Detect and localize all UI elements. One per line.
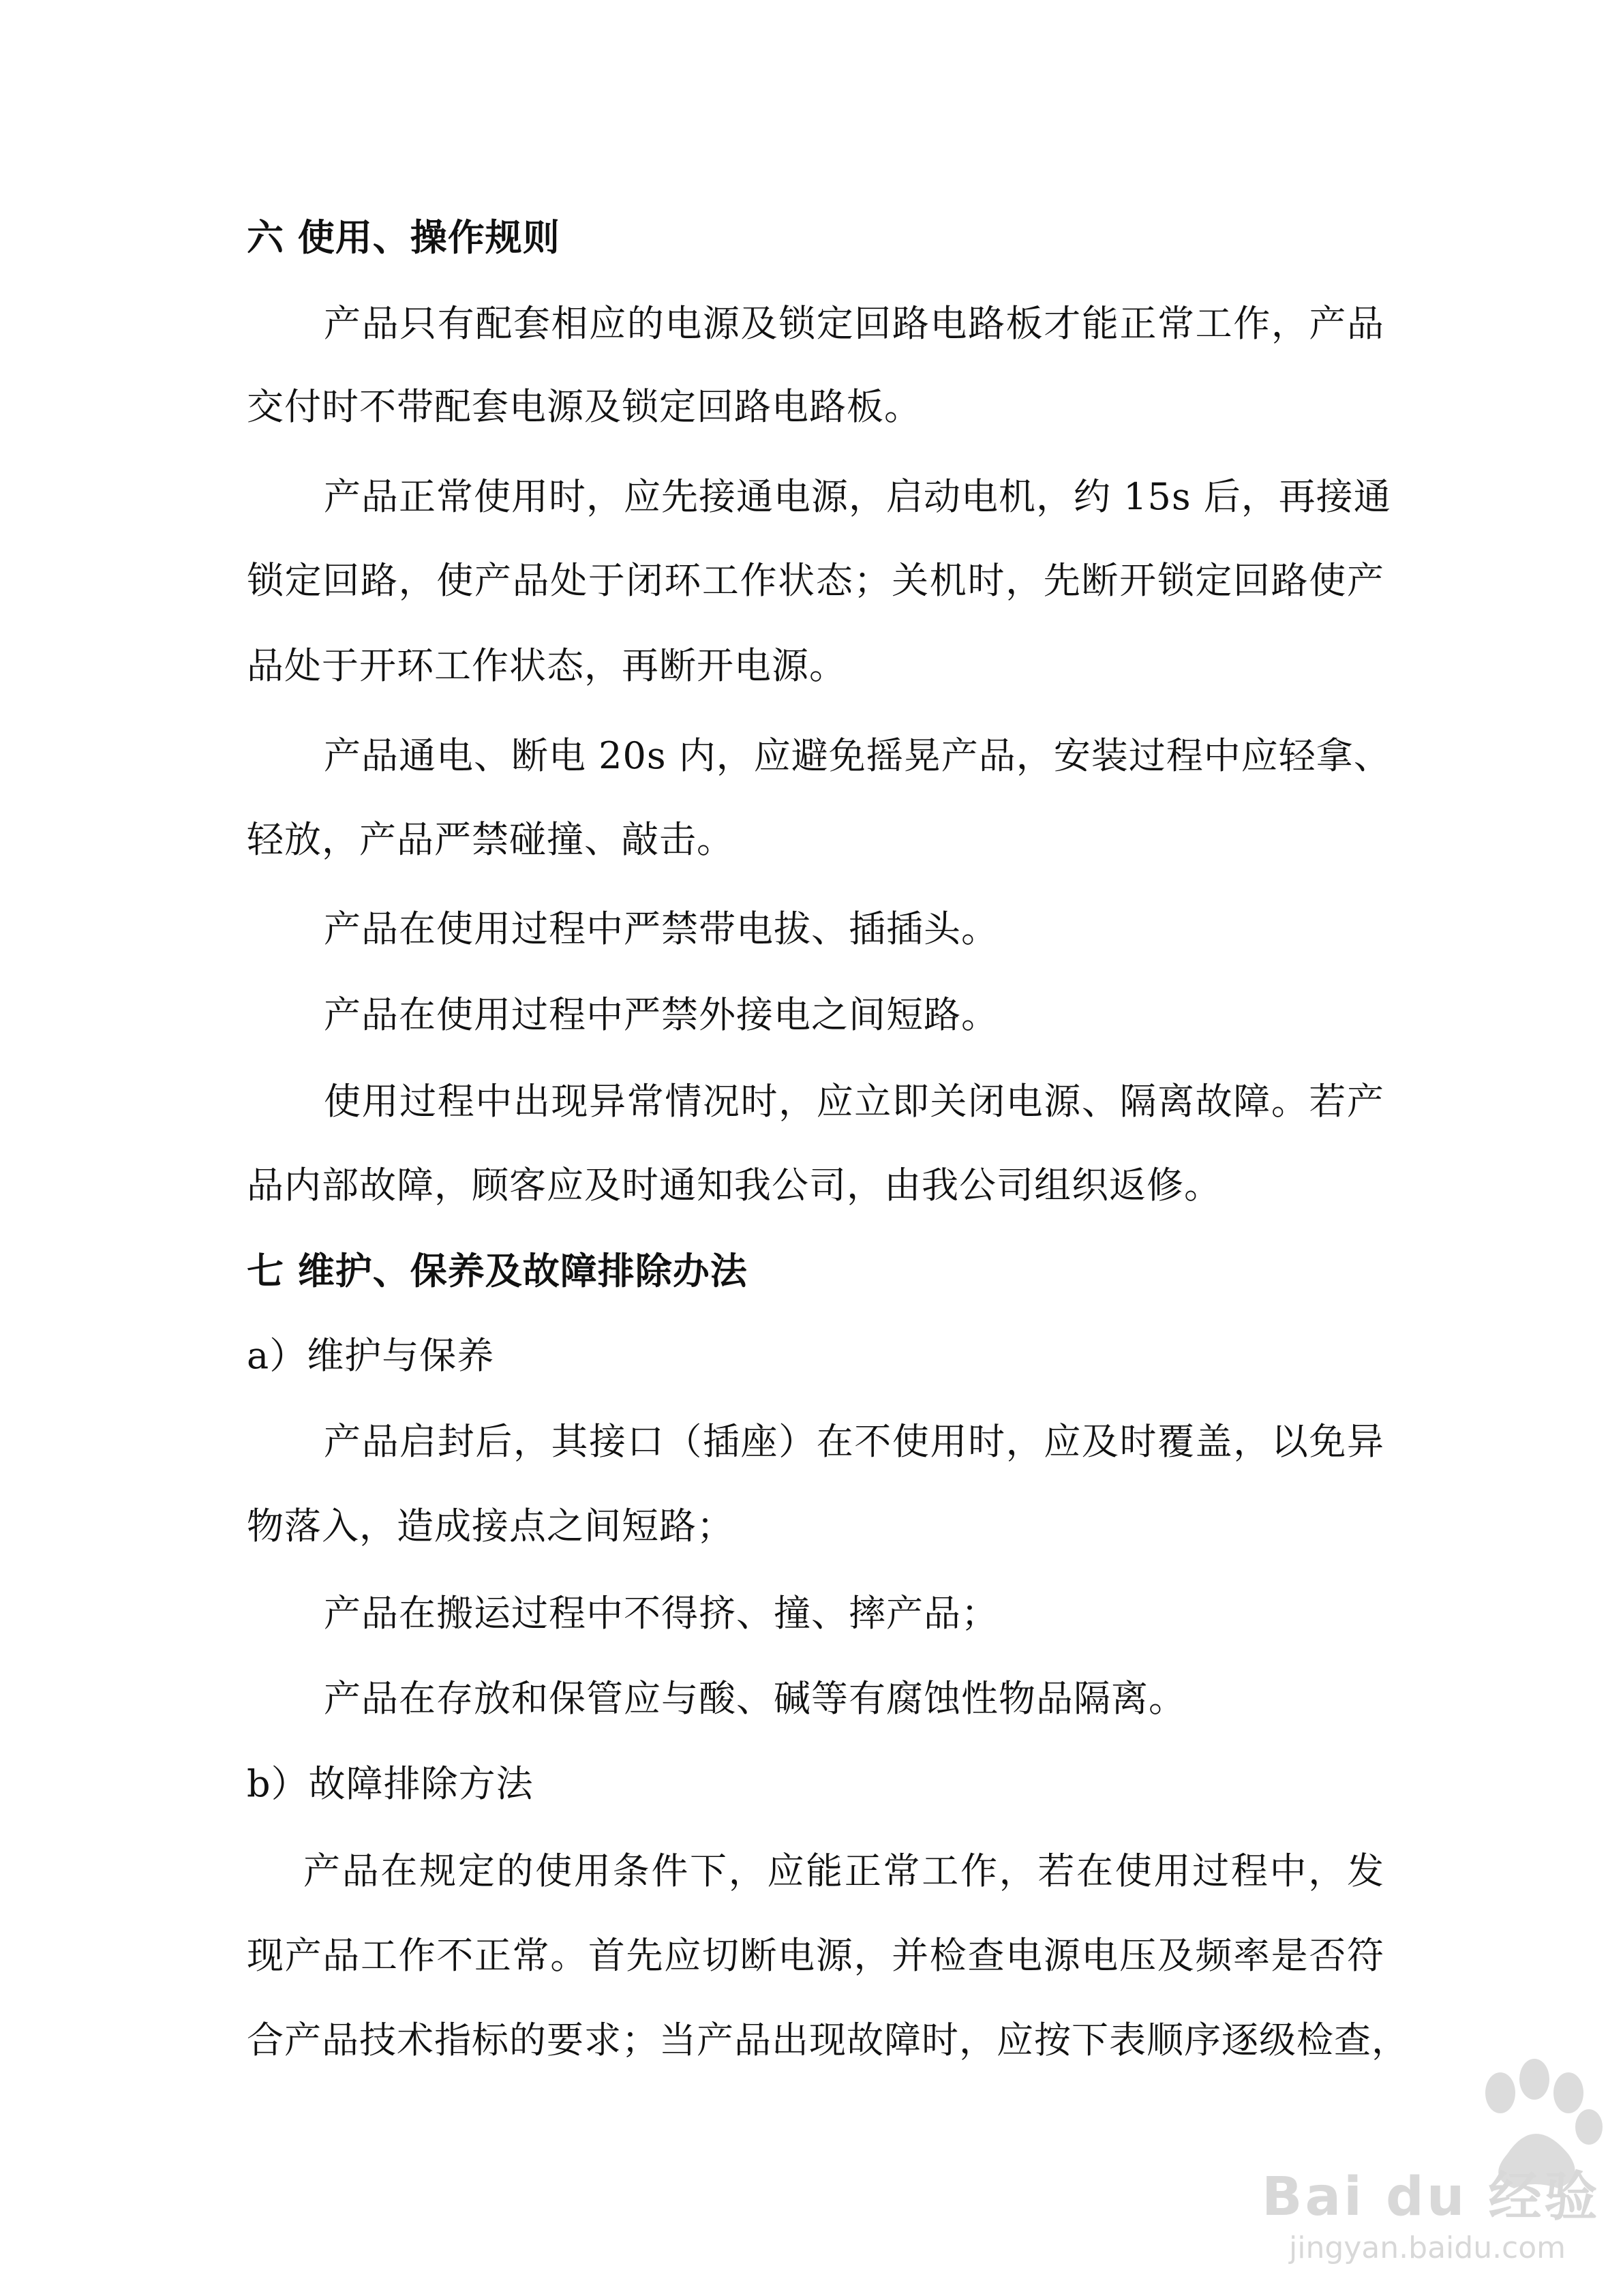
paragraph-line: 产品正常使用时，应先接通电源，启动电机，约 15s 后，再接通 xyxy=(324,475,1391,518)
subsection-a-title: a）维护与保养 xyxy=(247,1334,495,1377)
paragraph-line: 品内部故障，顾客应及时通知我公司，由我公司组织返修。 xyxy=(247,1164,1222,1207)
paragraph-line: 使用过程中出现异常情况时，应立即关闭电源、隔离故障。若产 xyxy=(324,1080,1384,1123)
paragraph-line: 产品在使用过程中严禁外接电之间短路。 xyxy=(324,993,999,1036)
baidu-watermark xyxy=(1214,2052,1623,2284)
section-6-title: 六 使用、操作规则 xyxy=(247,216,560,259)
paragraph-line: 合产品技术指标的要求；当产品出现故障时，应按下表顺序逐级检查， xyxy=(247,2019,1409,2061)
paragraph-line: 产品在规定的使用条件下，应能正常工作，若在使用过程中，发 xyxy=(303,1849,1384,1892)
paragraph-line: 产品通电、断电 20s 内，应避免摇晃产品，安装过程中应轻拿、 xyxy=(324,734,1391,777)
paragraph-line: 产品只有配套相应的电源及锁定回路电路板才能正常工作，产品 xyxy=(324,302,1384,345)
paragraph-line: 物落入，造成接点之间短路； xyxy=(247,1505,734,1547)
paragraph-line: 产品在存放和保管应与酸、碱等有腐蚀性物品隔离。 xyxy=(324,1677,1186,1720)
section-7-title: 七 维护、保养及故障排除办法 xyxy=(247,1250,748,1293)
paragraph-line: 锁定回路，使产品处于闭环工作状态；关机时，先断开锁定回路使产 xyxy=(247,559,1384,602)
watermark-url: jingyan.baidu.com xyxy=(1289,2231,1566,2265)
paragraph-line: 产品在使用过程中严禁带电拔、插插头。 xyxy=(324,907,999,950)
paragraph-line: 轻放，产品严禁碰撞、敲击。 xyxy=(247,818,734,861)
paragraph-line: 产品在搬运过程中不得挤、撞、摔产品； xyxy=(324,1592,999,1635)
paragraph-line: 交付时不带配套电源及锁定回路电路板。 xyxy=(247,385,922,428)
subsection-b-title: b）故障排除方法 xyxy=(247,1762,534,1805)
paragraph-line: 品处于开环工作状态，再断开电源。 xyxy=(247,644,847,687)
paragraph-line: 现产品工作不正常。首先应切断电源，并检查电源电压及频率是否符 xyxy=(247,1934,1384,1977)
watermark-brand: Bai du 经验 xyxy=(1262,2166,1601,2228)
paragraph-line: 产品启封后，其接口（插座）在不使用时，应及时覆盖，以免异 xyxy=(324,1420,1384,1463)
